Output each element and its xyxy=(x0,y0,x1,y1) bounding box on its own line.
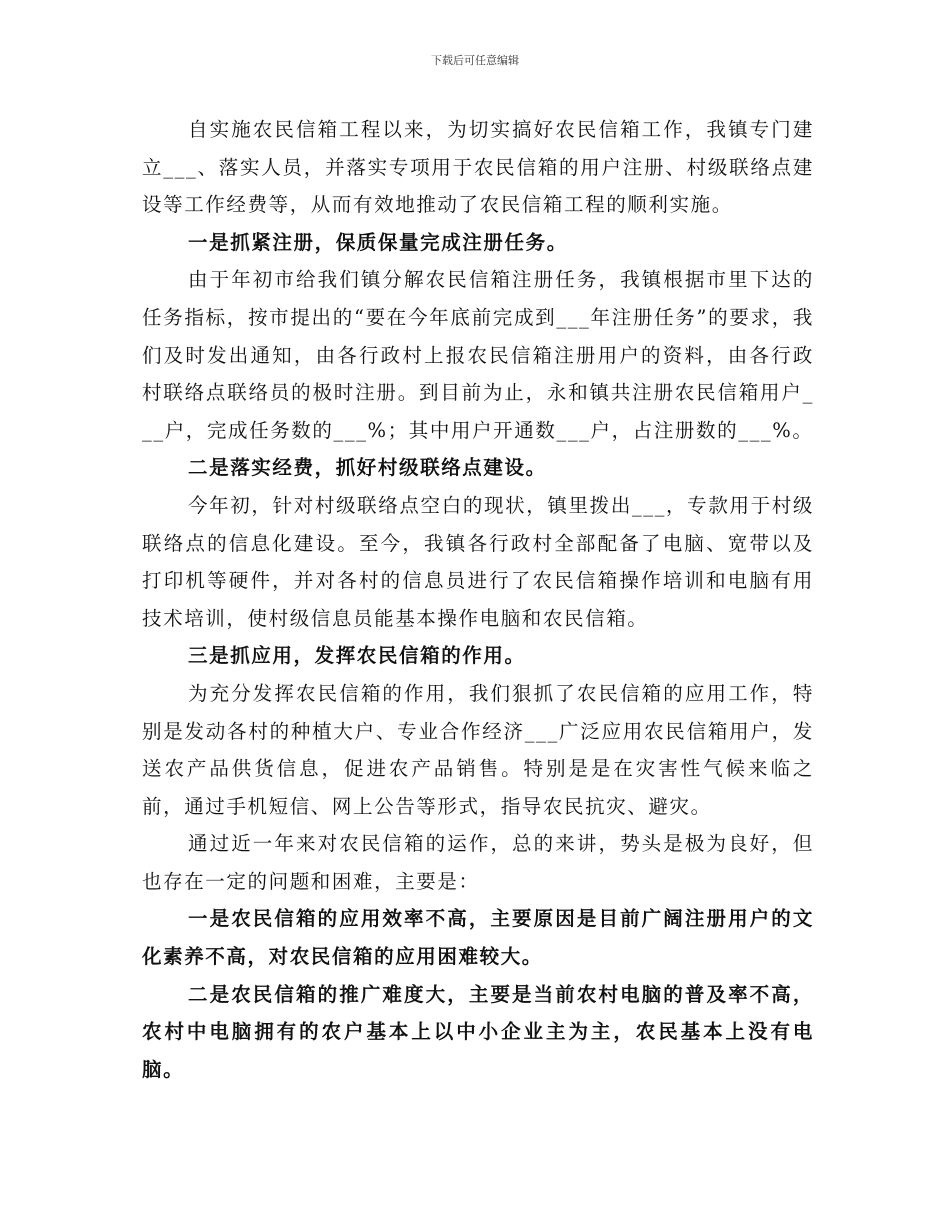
document-body xyxy=(142,111,814,1088)
paragraph-registration: 由于年初市给我们镇分解农民信箱注册任务，我镇根据市里下达的任务指标，按市提出的“要在今年底前完成到___年注册任务”的要求，我们及时发出通知，由各行政村上报农民信箱注册用户的资料，由各行政村联络点联络员的极时注册。到目前为止，永和镇共注册农民信箱用户___户，完成任务数的___%；其中用户开通数___户，占注册数的___%。 xyxy=(142,268,814,442)
problem-promotion: 二是农民信箱的推广难度大，主要是当前农村电脑的普及率不高，农村中电脑拥有的农户基本上以中小企业主为主，农民基本上没有电脑。 xyxy=(142,982,814,1081)
paragraph-summary: 通过近一年来对农民信箱的运作，总的来讲，势头是极为良好，但也存在一定的问题和困难，主要是： xyxy=(142,832,814,893)
paragraph-intro: 自实施农民信箱工程以来，为切实搞好农民信箱工作，我镇专门建立___、落实人员，并落实专项用于农民信箱的用户注册、村级联络点建设等工作经费等，从而有效地推动了农民信箱工程的顺利实施。 xyxy=(142,118,814,217)
paragraph-application: 为充分发挥农民信箱的作用，我们狠抓了农民信箱的应用工作，特别是发动各村的种植大户、专业合作经济___广泛应用农民信箱用户，发送农产品供货信息，促进农产品销售。特别是是在灾害性气候来临之前，通过手机短信、网上公告等形式，指导农民抗灾、避灾。 xyxy=(142,681,814,818)
problem-efficiency: 一是农民信箱的应用效率不高，主要原因是目前广阔注册用户的文化素养不高，对农民信箱的应用困难较大。 xyxy=(142,907,814,969)
heading-funding: 二是落实经费，抓好村级联络点建设。 xyxy=(188,456,547,480)
heading-registration: 一是抓紧注册，保质保量完成注册任务。 xyxy=(188,230,568,254)
paragraph-funding: 今年初，针对村级联络点空白的现状，镇里拨出___，专款用于村级联络点的信息化建设。至今，我镇各行政村全部配备了电脑、宽带以及打印机等硬件，并对各村的信息员进行了农民信箱操作培训和电脑有用技术培训，使村级信息员能基本操作电脑和农民信箱。 xyxy=(142,493,814,630)
heading-application: 三是抓应用，发挥农民信箱的作用。 xyxy=(188,644,526,668)
page-header-note: 下载后可任意编辑 xyxy=(431,54,519,67)
